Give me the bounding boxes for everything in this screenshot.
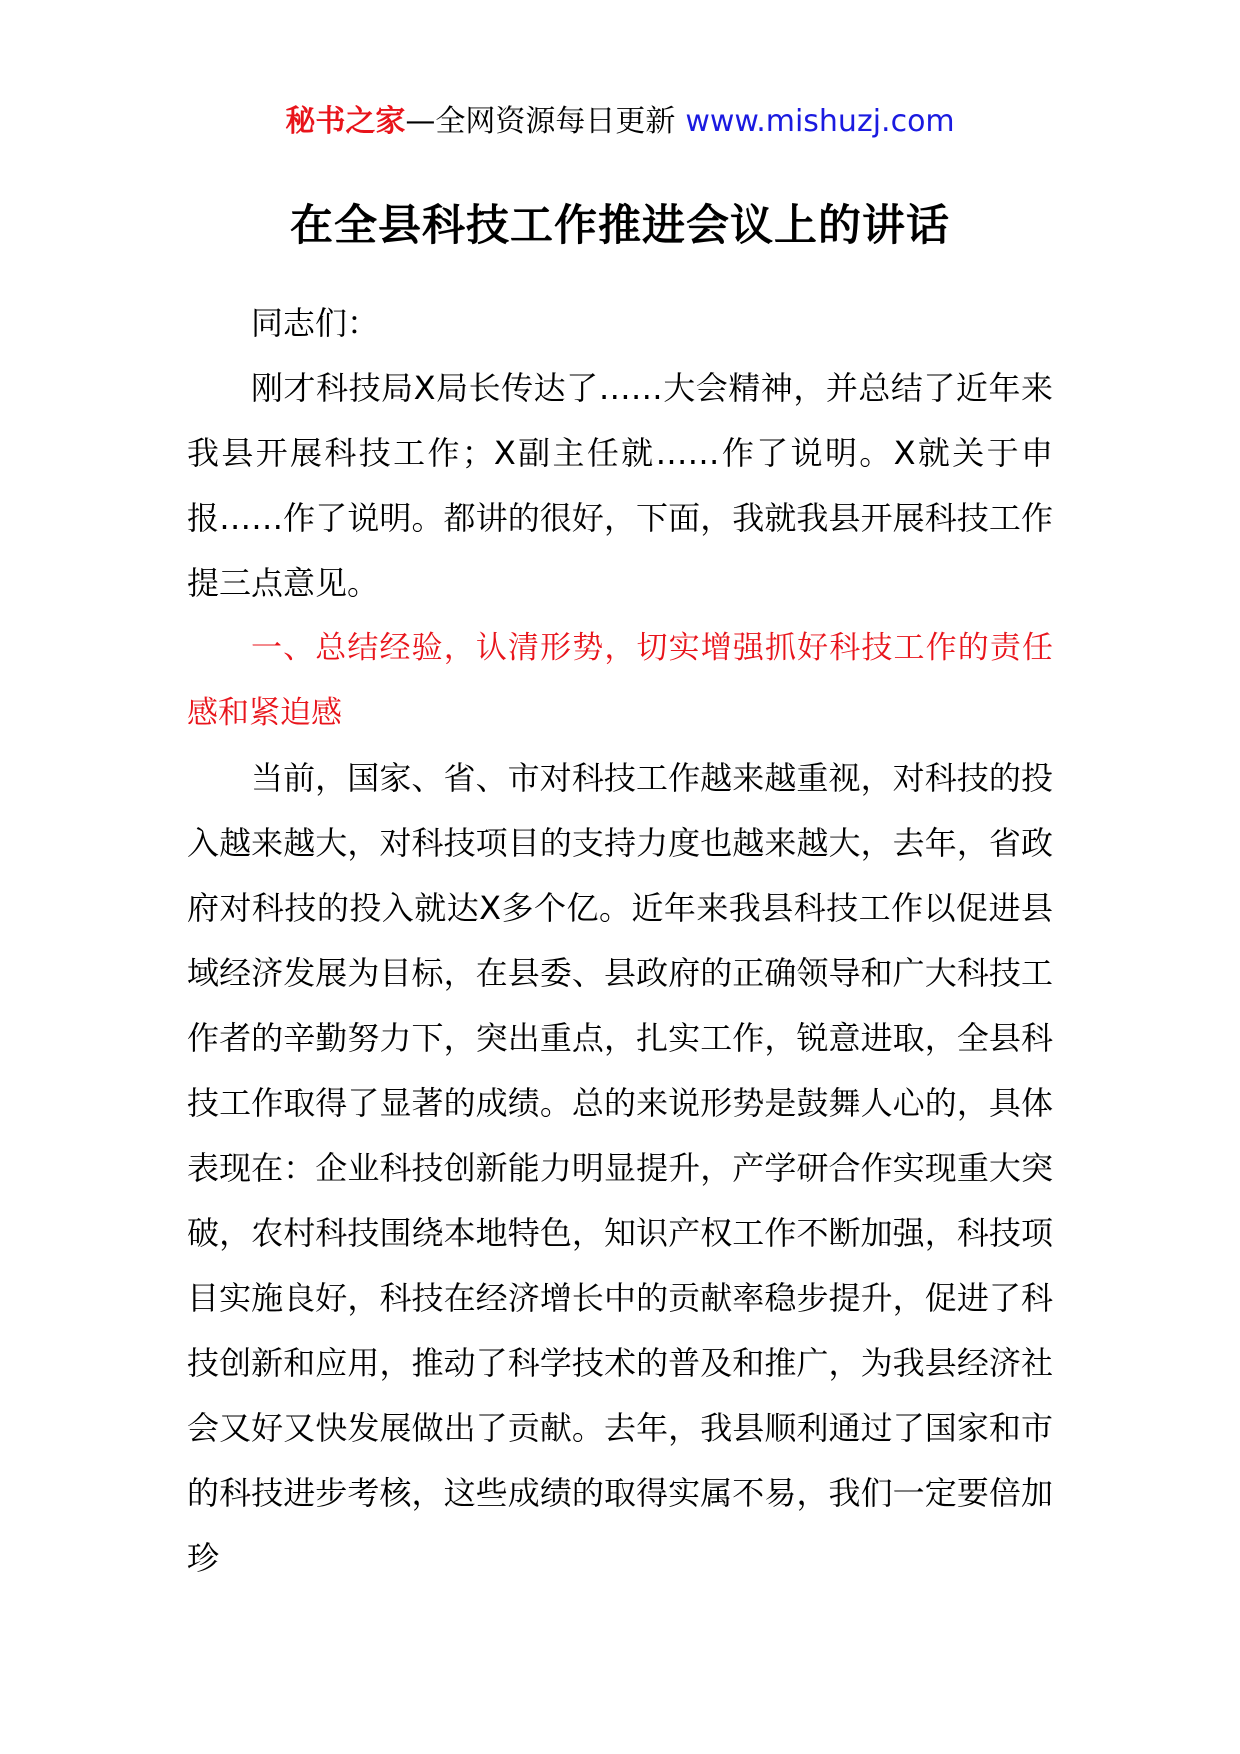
salutation: 同志们： xyxy=(251,304,380,342)
site-header xyxy=(0,100,1240,144)
site-tagline: —全网资源每日更新 xyxy=(405,104,676,139)
site-url-link[interactable]: www.mishuzj.com xyxy=(685,104,955,139)
section-heading-1: 一、总结经验，认清形势，切实增强抓好科技工作的责任感和紧迫感 xyxy=(187,630,1053,731)
site-brand: 秘书之家 xyxy=(285,104,406,139)
paragraph-situation: 当前，国家、省、市对科技工作越来越重视，对科技的投入越来越大，对科技项目的支持力度也越来越大，去年，省政府对科技的投入就达X多个亿。近年来我县科技工作以促进县域经济发展为目标，在县委、县政府的正确领导和广大科技工作者的辛勤努力下，突出重点，扎实工作，锐意进取，全县科技工作取得了显著的成绩。总的来说形势是鼓舞人心的，具体表现在：企业科技创新能力明显提升，产学研合作实现重大突破，农村科技围绕本地特色，知识产权工作不断加强，科技项目实施良好，科技在经济增长中的贡献率稳步提升，促进了科技创新和应用，推动了科学技术的普及和推广，为我县经济社会又好又快发展做出了贡献。去年，我县顺利通过了国家和市的科技进步考核，这些成绩的取得实属不易，我们一定要倍加珍 xyxy=(187,759,1053,1577)
paragraph-intro: 刚才科技局X局长传达了……大会精神，并总结了近年来我县开展科技工作；X副主任就……作了说明。X就关于申报……作了说明。都讲的很好，下面，我就我县开展科技工作提三点意见。 xyxy=(187,369,1053,602)
document-title: 在全县科技工作推进会议上的讲话 xyxy=(290,201,950,251)
document-body xyxy=(187,291,1053,1591)
